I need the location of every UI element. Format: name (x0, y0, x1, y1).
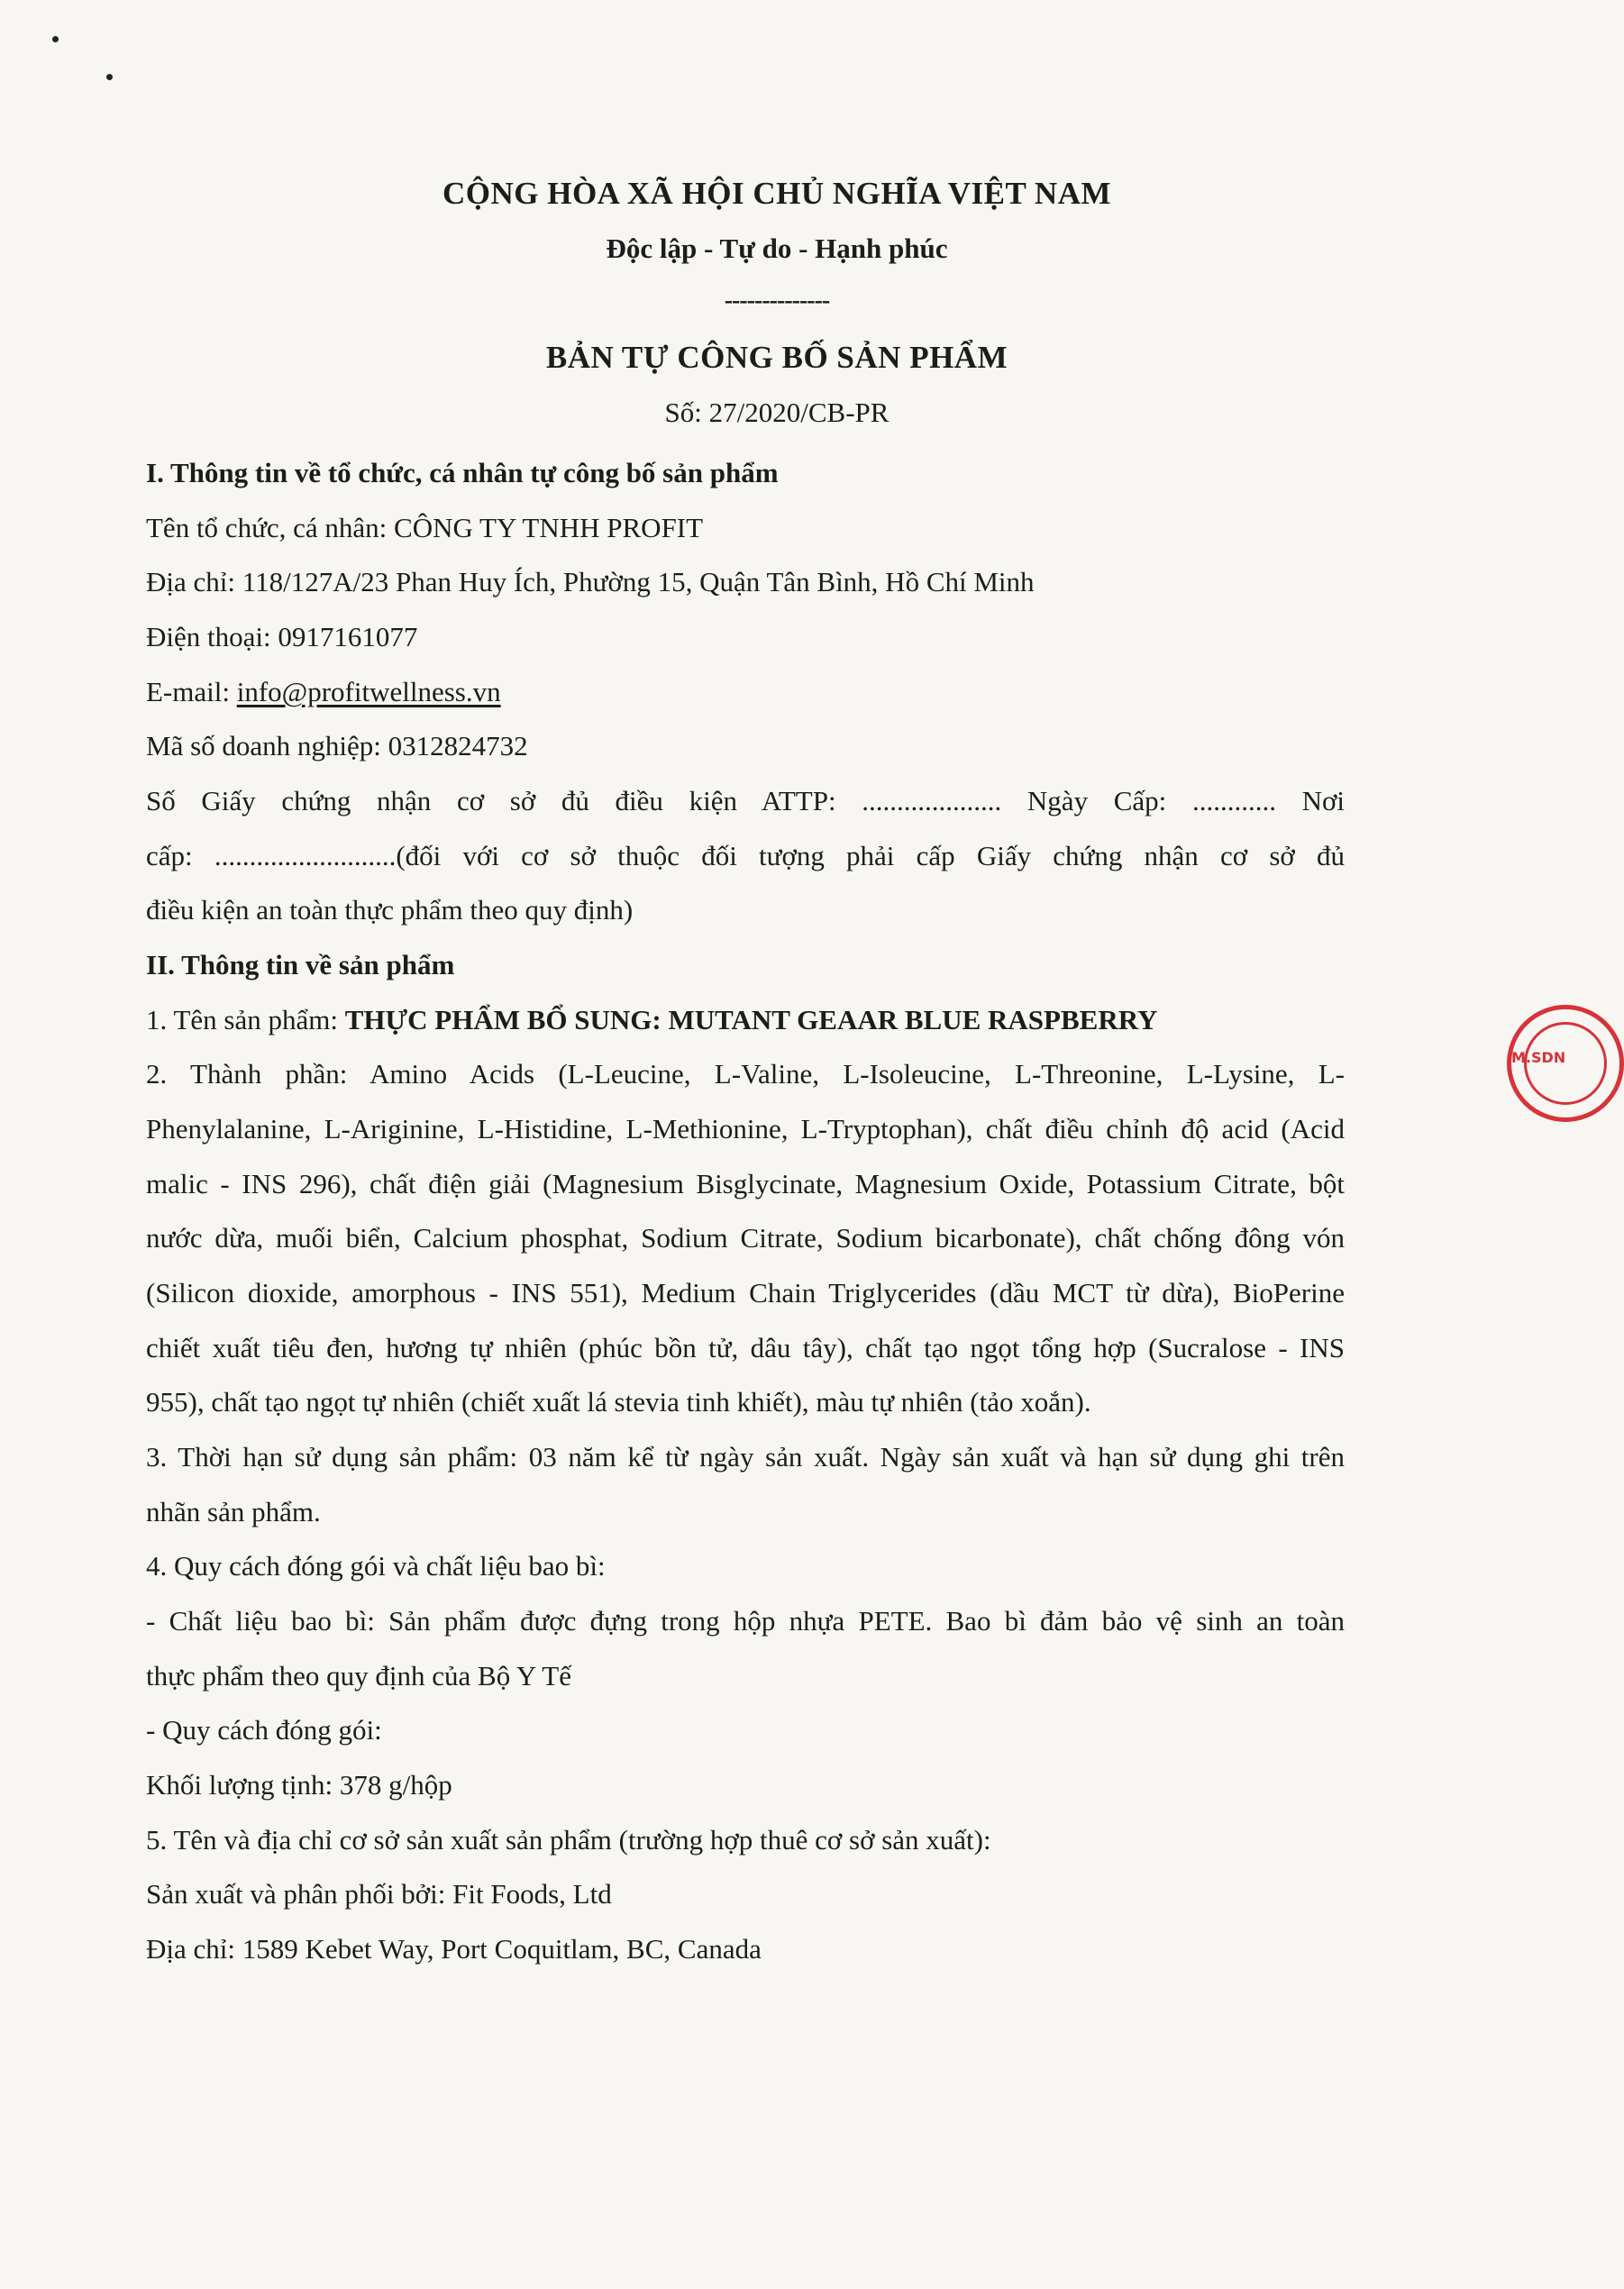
net-weight: Khối lượng tịnh: 378 g/hộp (146, 1769, 452, 1801)
manufacturer-name: Sản xuất và phân phối bởi: Fit Foods, Ltd (146, 1878, 612, 1910)
product-name (146, 1002, 1345, 1038)
shelf-life: nhãn sản phẩm. (146, 1496, 321, 1528)
red-seal-stamp (1507, 1005, 1624, 1122)
packaging-heading: 4. Quy cách đóng gói và chất liệu bao bì: (146, 1550, 606, 1582)
shelf-life: 3. Thời hạn sử dụng sản phẩm: 03 năm kể từ ngày sản xuất. Ngày sản xuất và hạn sử dụng ghi trên (146, 1441, 1345, 1473)
manufacturer-heading: 5. Tên và địa chỉ cơ sở sản xuất sản phẩm (trường hợp thuê cơ sở sản xuất): (146, 1824, 991, 1856)
business-code: Mã số doanh nghiệp: 0312824732 (146, 730, 528, 761)
ingredients-line: malic - INS 296), chất điện giải (Magnesium Bisglycinate, Magnesium Oxide, Potassium Citrate, bột (146, 1168, 1345, 1199)
ingredients-line: Phenylalanine, L-Ariginine, L-Histidine, L-Methionine, L-Tryptophan), chất điều chỉnh độ acid (Acid (146, 1113, 1345, 1144)
org-address: Địa chỉ: 118/127A/23 Phan Huy Ích, Phường 15, Quận Tân Bình, Hồ Chí Minh (146, 566, 1035, 597)
national-motto: Độc lập - Tự do - Hạnh phúc (606, 233, 948, 264)
packaging-material: - Chất liệu bao bì: Sản phẩm được đựng trong hộp nhựa PETE. Bao bì đảm bảo vệ sinh an toàn (146, 1605, 1345, 1637)
ingredients-line: 2. Thành phần: Amino Acids (L-Leucine, L-Valine, L-Isoleucine, L-Threonine, L-Lysine, L- (146, 1058, 1345, 1090)
org-phone: Điện thoại: 0917161077 (146, 621, 418, 652)
cert-line: Số Giấy chứng nhận cơ sở đủ điều kiện ATTP: .................... Ngày Cấp: ............ Nơi (146, 785, 1345, 816)
packaging-material: thực phẩm theo quy định của Bộ Y Tế (146, 1660, 571, 1692)
cert-line: cấp: ..........................(đối với cơ sở thuộc đối tượng phải cấp Giấy chứng nhận cơ sở đủ (146, 840, 1345, 871)
document-title: BẢN TỰ CÔNG BỐ SẢN PHẨM (545, 340, 1008, 375)
product-name-value: THỰC PHẨM BỔ SUNG: MUTANT GEAAR BLUE RASPBERRY (344, 1004, 1158, 1035)
ingredients-line: chiết xuất tiêu đen, hương tự nhiên (phúc bồn tử, dâu tây), chất tạo ngọt tổng hợp (Sucralose - INS (146, 1332, 1345, 1363)
national-title: CỘNG HÒA XÃ HỘI CHỦ NGHĨA VIỆT NAM (442, 176, 1112, 211)
manufacturer-address: Địa chỉ: 1589 Kebet Way, Port Coquitlam, BC, Canada (146, 1933, 762, 1965)
ingredients-line: (Silicon dioxide, amorphous - INS 551), Medium Chain Triglycerides (dầu MCT từ dừa), BioPerine (146, 1277, 1345, 1309)
document-number: Số: 27/2020/CB-PR (664, 397, 890, 428)
ingredients-line: nước dừa, muối biển, Calcium phosphat, Sodium Citrate, Sodium bicarbonate), chất chống đông vón (146, 1222, 1345, 1254)
scan-speck (52, 36, 59, 42)
product-name-label: 1. Tên sản phẩm: (146, 1004, 345, 1035)
email-label: E-mail: (146, 676, 237, 707)
org-name: Tên tổ chức, cá nhân: CÔNG TY TNHH PROFIT (146, 512, 704, 543)
ingredients-line: 955), chất tạo ngọt tự nhiên (chiết xuất lá stevia tinh khiết), màu tự nhiên (tảo xoắn). (146, 1386, 1091, 1418)
stamp-text: M.SDN (1511, 1049, 1566, 1066)
section1-heading: I. Thông tin về tổ chức, cá nhân tự công bố sản phẩm (146, 457, 779, 488)
scan-speck (106, 74, 113, 80)
packing-label: - Quy cách đóng gói: (146, 1714, 382, 1746)
cert-line: điều kiện an toàn thực phẩm theo quy định) (146, 894, 634, 926)
email-link[interactable]: info@profitwellness.vn (236, 676, 501, 707)
header-divider: -------------- (724, 287, 830, 315)
org-email (146, 674, 1345, 710)
section2-heading: II. Thông tin về sản phẩm (146, 949, 455, 980)
